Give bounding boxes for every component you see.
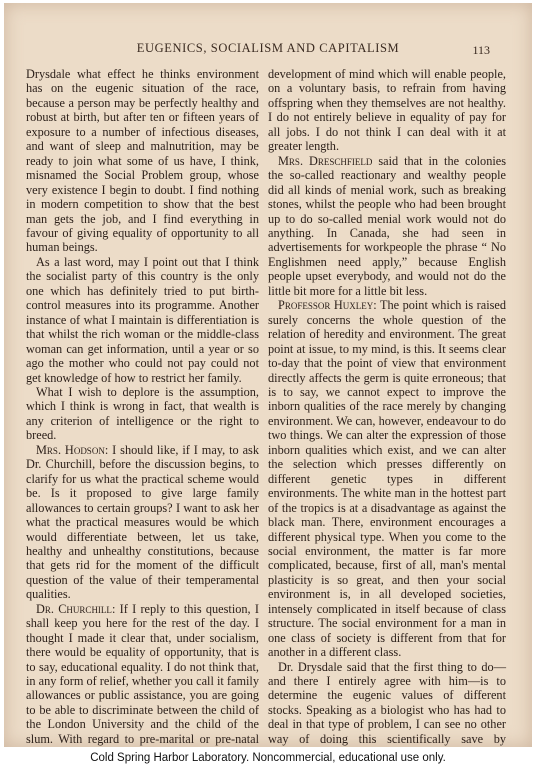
speaker-name: Professor Huxley: [278, 298, 374, 313]
copyright-footer: Cold Spring Harbor Laboratory. Noncommercial, educational use only.: [90, 752, 446, 764]
left-column: [26, 67, 259, 747]
speaker-name: Mrs. Hodson: [36, 442, 105, 457]
speech-text: : The point which is raised surely concerns the whole question of the relation of heredity and environment. The great point at issue, to my mind, is this. It seems clear to-day that the point of view that environment directly affects the germ is quite erroneous; that is to say, we cannot expect to improve the inborn qualities of the race merely by changing environment. We can, however, endeavour to do two things. We can alter the expression of those inborn qualities which exist, and we can alter the selection which presses differently on different genetic types in different environments. The white man in the hottest part of the tropics is at a disadvantage as against the black man. There, environment encourages a different physical type. When you come to the social environment, the matter is far more complicated, because, first of all, man's mental plasticity is so great, and then your social environment is, in all developed societies, intensely complicated in itself because of class structure. The social environment for a man in one class of society is different from that for another in a different class.: [268, 298, 507, 660]
paragraph: [26, 602, 259, 747]
paragraph: Drysdale what effect he thinks environment has on the eugenic situation of the race, because a person may be perfectly healthy and robust at birth, but after ten or fifteen years of exposure to a number of infectious diseases, and want of sleep and malnutrition, may be ready to join what some of us have, I think, misnamed the Social Problem group, whose very existence I begin to doubt. I find nothing in modern competition to show that the best man gets the job, and I find everything in favour of giving equality of opportunity to all human beings.: [26, 67, 259, 255]
paragraph: What I wish to deplore is the assumption, which I think is wrong in fact, that wealth is any criterion of intelligence or the right to breed.: [26, 384, 259, 443]
speech-text: : I should like, if I may, to ask Dr. Churchill, before the discussion begins, to clarify for us what the practical scheme would be. Is it proposed to give large family allowances to certain groups? I want to ask her what the practical measures would be which would differentiate between, let us take, healthy and unhealthy constitutions, because that gets rid for the moment of the difficult question of the value of their temperamental qualities.: [26, 442, 259, 602]
book-page: [4, 3, 532, 747]
paragraph: Dr. Drysdale said that the first thing to do—and there I entirely agree with him—is to determine the eugenic values of different stocks. Speaking as a biologist who has had to deal in that type of problem, I can see no other way of doing this scientifically save by: [268, 659, 506, 746]
speaker-name: Dr. Churchill: [36, 601, 112, 616]
paragraph: [268, 298, 506, 659]
page-number: 113: [472, 43, 490, 57]
paragraph: development of mind which will enable people, on a voluntary basis, to refrain from having offspring when they themselves are not healthy. I do not entirely believe in equality of pay for all jobs. I do not think I can deal with it at greater length.: [268, 67, 506, 154]
speaker-name: Mrs. Dreschfield: [278, 153, 373, 168]
speech-text: said that in the colonies the so-called reactionary and wealthy people did all kinds of menial work, such as breaking stones, whilst the people who had been brought up to do so-called menial work would not do anything. In Canada, she had seen in advertisements for workpeople the phrase “ No Englishmen need apply,” because English people upset everybody, and would not do the little bit more for a little bit less.: [268, 153, 507, 298]
paragraph: [268, 154, 506, 299]
paragraph: [26, 443, 259, 602]
running-title: EUGENICS, SOCIALISM AND CAPITALISM: [136, 41, 400, 55]
speech-text: : If I reply to this question, I shall keep you here for the rest of the day. I thought I made it clear that, under socialism, there would be equality of opportunity, that is to say, educational equality. I do not think that, in any form of relief, whether you call it family allowances or public assistance, you are going to be able to discriminate between the child of the London University and the child of the slum. With regard to pre-marital or pre-natal: [26, 601, 259, 746]
paragraph: As a last word, may I point out that I think the socialist party of this country is the only one which has definitely tried to put birth-control measures into its programme. Another instance of what I maintain is differentiation is that whilst the rich woman or the middle-class woman can get information, until a year or so ago the mother who could not pay could not get knowledge of how to restrict her family.: [26, 254, 259, 385]
right-column: [268, 67, 506, 747]
